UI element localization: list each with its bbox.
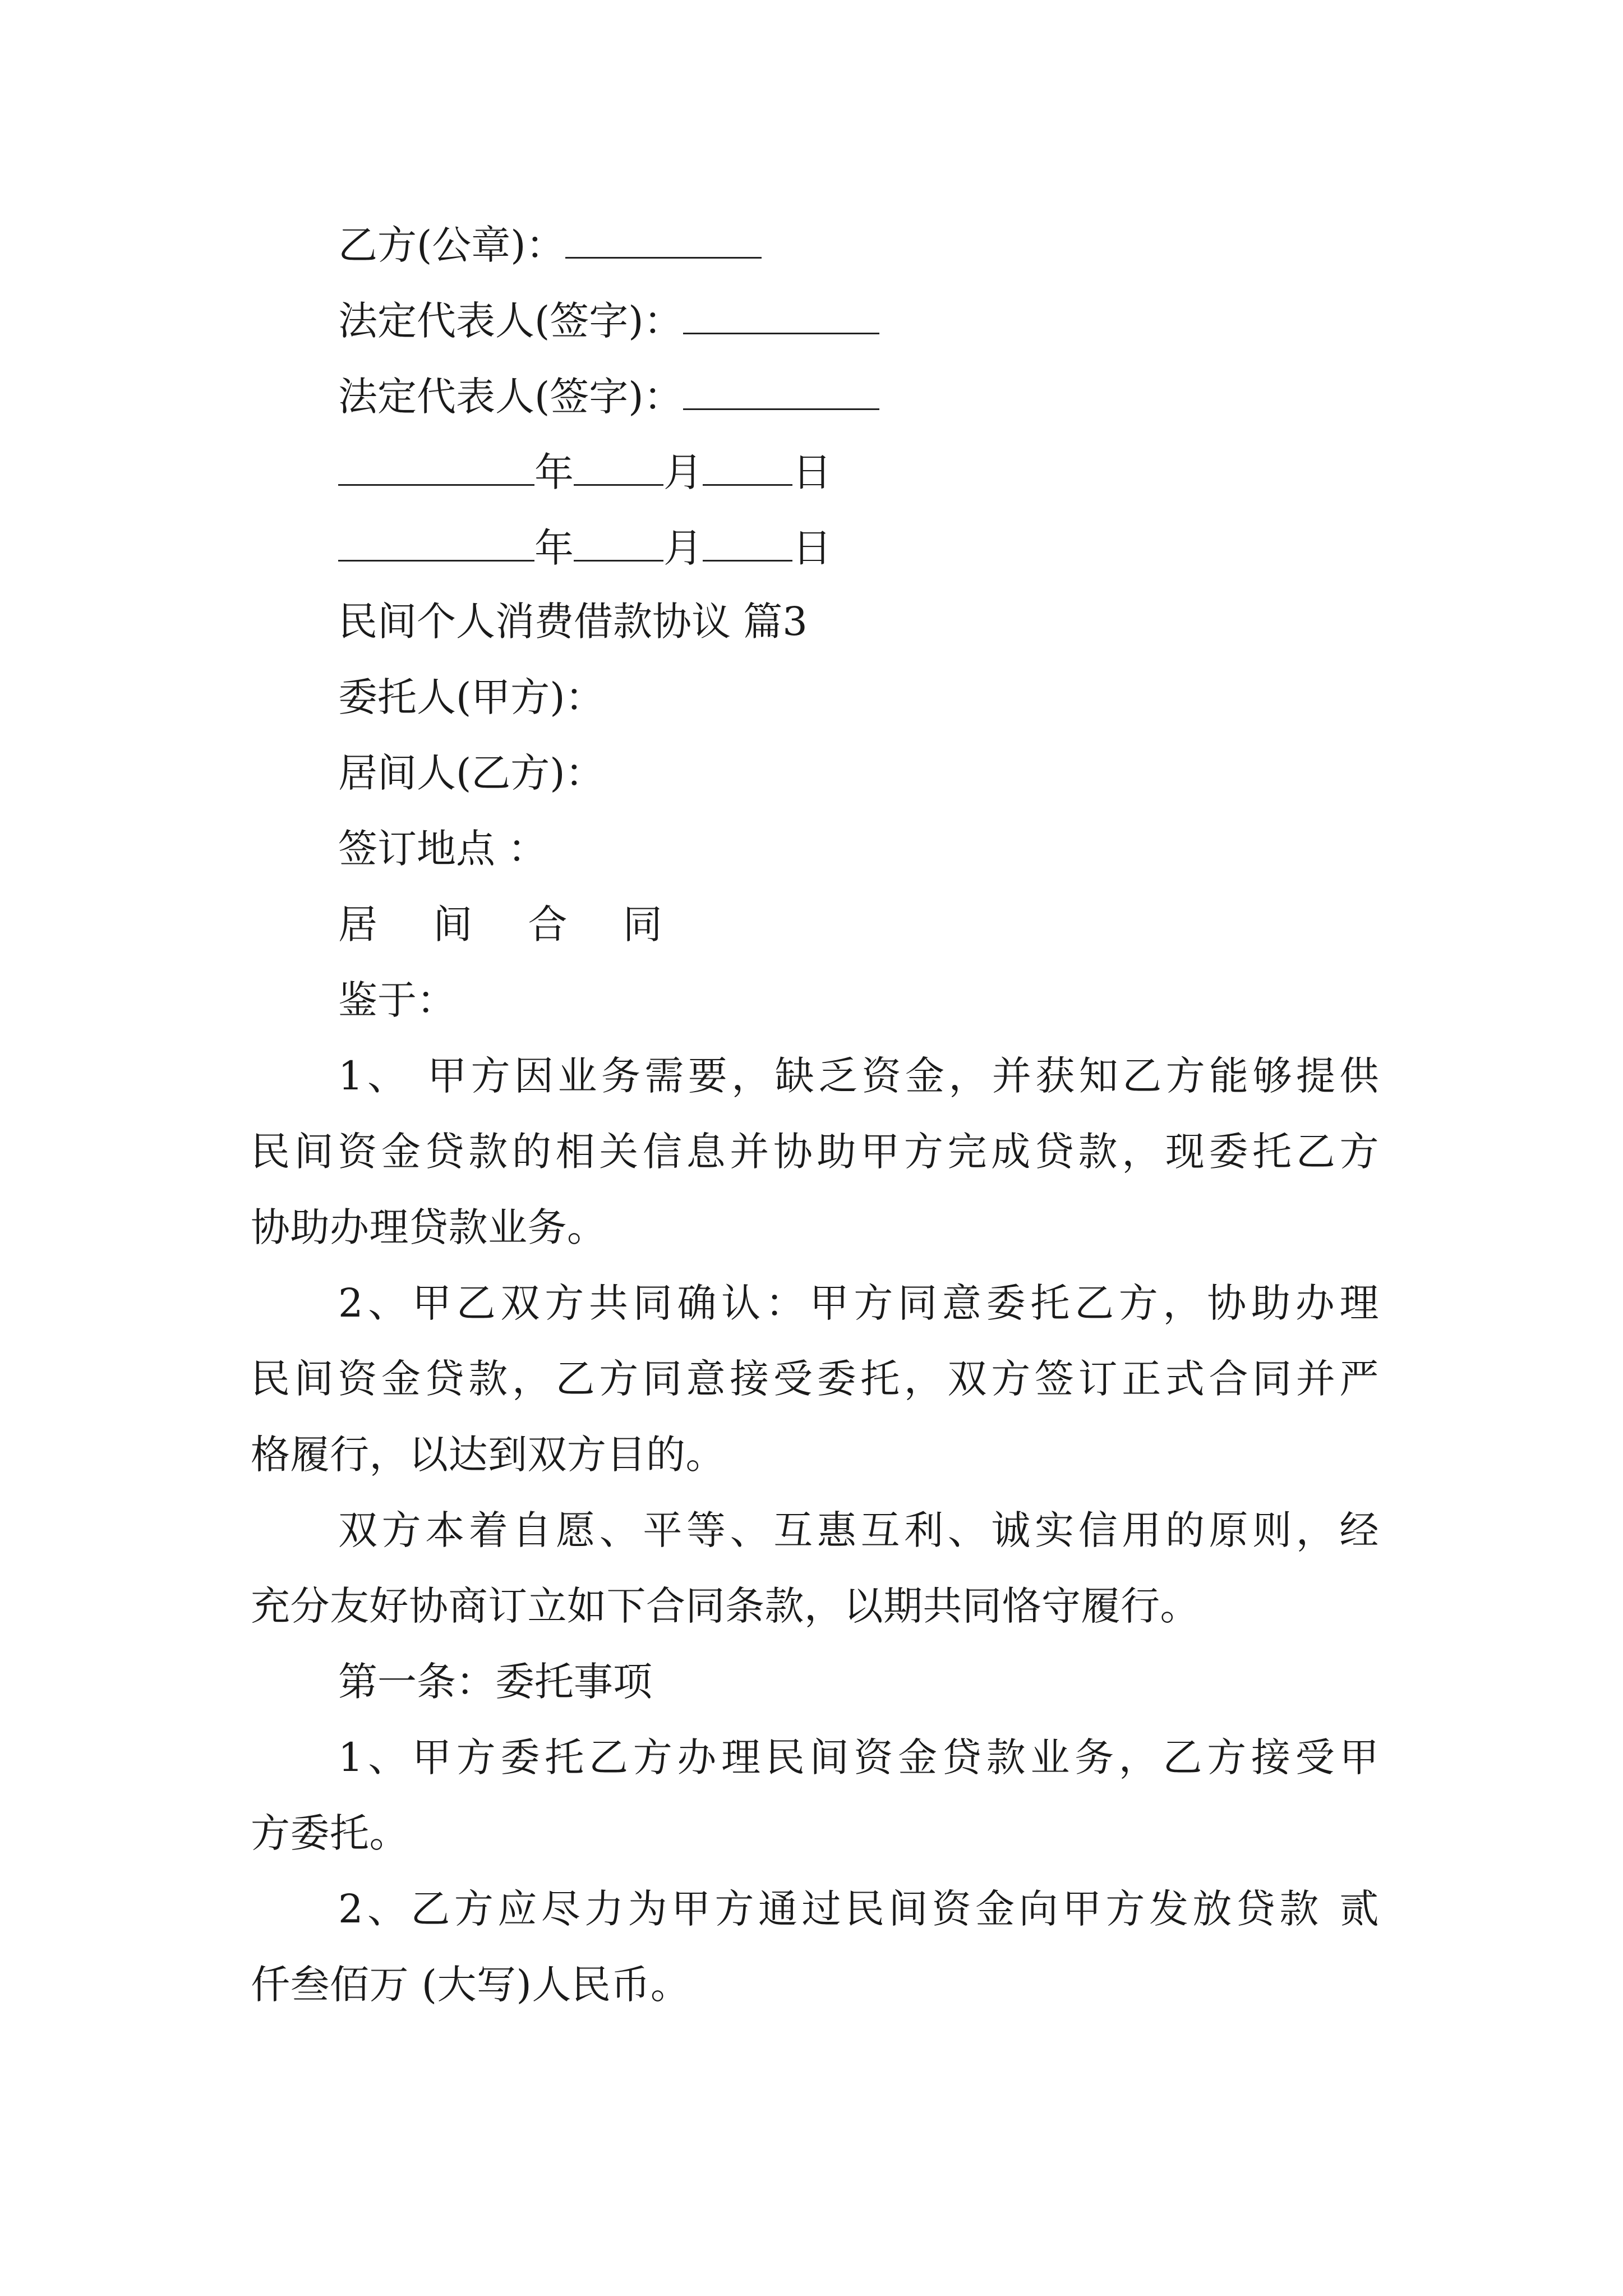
section-title: 民间个人消费借款协议 篇3	[338, 599, 808, 645]
day-blank-2	[703, 526, 792, 562]
legal-rep-blank-1	[683, 299, 879, 334]
day-label-2: 日	[792, 525, 832, 571]
month-blank-1	[574, 450, 663, 486]
day-blank-1	[703, 450, 792, 486]
legal-rep-label-1: 法定代表人(签字)：	[338, 298, 683, 344]
year-blank-1	[338, 450, 534, 486]
month-label-2: 月	[663, 525, 703, 571]
para1-line3: 协助办理贷款业务。	[251, 1204, 607, 1250]
signing-place-label: 签订地点 ：	[338, 826, 547, 872]
para3-line2: 充分友好协商订立如下合同条款，以期共同恪守履行。	[251, 1583, 1200, 1629]
article1-title: 第一条：委托事项	[338, 1659, 652, 1705]
article1-item2-line1: 2、乙方应尽力为甲方通过民间资金向甲方发放贷款 贰	[338, 1886, 1379, 1932]
contract-title: 居 间 合 同	[338, 901, 684, 947]
para2-line1: 2、甲乙双方共同确认：甲方同意委托乙方，协助办理	[338, 1280, 1379, 1326]
year-label-2: 年	[534, 525, 574, 571]
para1-line2: 民间资金贷款的相关信息并协助甲方完成贷款，现委托乙方	[251, 1129, 1379, 1175]
article1-item2-line2: 仟叁佰万 (大写)人民币。	[251, 1962, 690, 2008]
day-label-1: 日	[792, 449, 832, 495]
intermediary-label: 居间人(乙方)：	[338, 750, 605, 796]
para1-line1: 1、 甲方因业务需要，缺乏资金，并获知乙方能够提供	[338, 1053, 1379, 1099]
para2-line3: 格履行，以达到双方目的。	[251, 1432, 725, 1478]
article1-item1-line1: 1、甲方委托乙方办理民间资金贷款业务，乙方接受甲	[338, 1734, 1379, 1780]
para2-line2: 民间资金贷款，乙方同意接受委托，双方签订正式合同并严	[251, 1356, 1379, 1402]
legal-rep-label-2: 法定代表人(签字)：	[338, 374, 683, 420]
date-line-2	[338, 525, 832, 571]
party-b-seal-blank	[565, 223, 762, 259]
whereas-label: 鉴于：	[338, 977, 456, 1023]
date-line-1	[338, 449, 832, 495]
party-b-seal-line	[338, 222, 762, 268]
legal-rep-line-1	[338, 298, 879, 344]
month-blank-2	[574, 526, 663, 562]
year-blank-2	[338, 526, 534, 562]
month-label-1: 月	[663, 449, 703, 495]
party-b-seal-label: 乙方(公章)：	[338, 222, 565, 268]
para3-line1: 双方本着自愿、平等、互惠互利、诚实信用的原则，经	[338, 1507, 1379, 1553]
year-label-1: 年	[534, 449, 574, 495]
client-label: 委托人(甲方)：	[338, 674, 605, 720]
legal-rep-blank-2	[683, 375, 879, 410]
article1-item1-line2: 方委托。	[251, 1810, 409, 1856]
legal-rep-line-2	[338, 374, 879, 420]
